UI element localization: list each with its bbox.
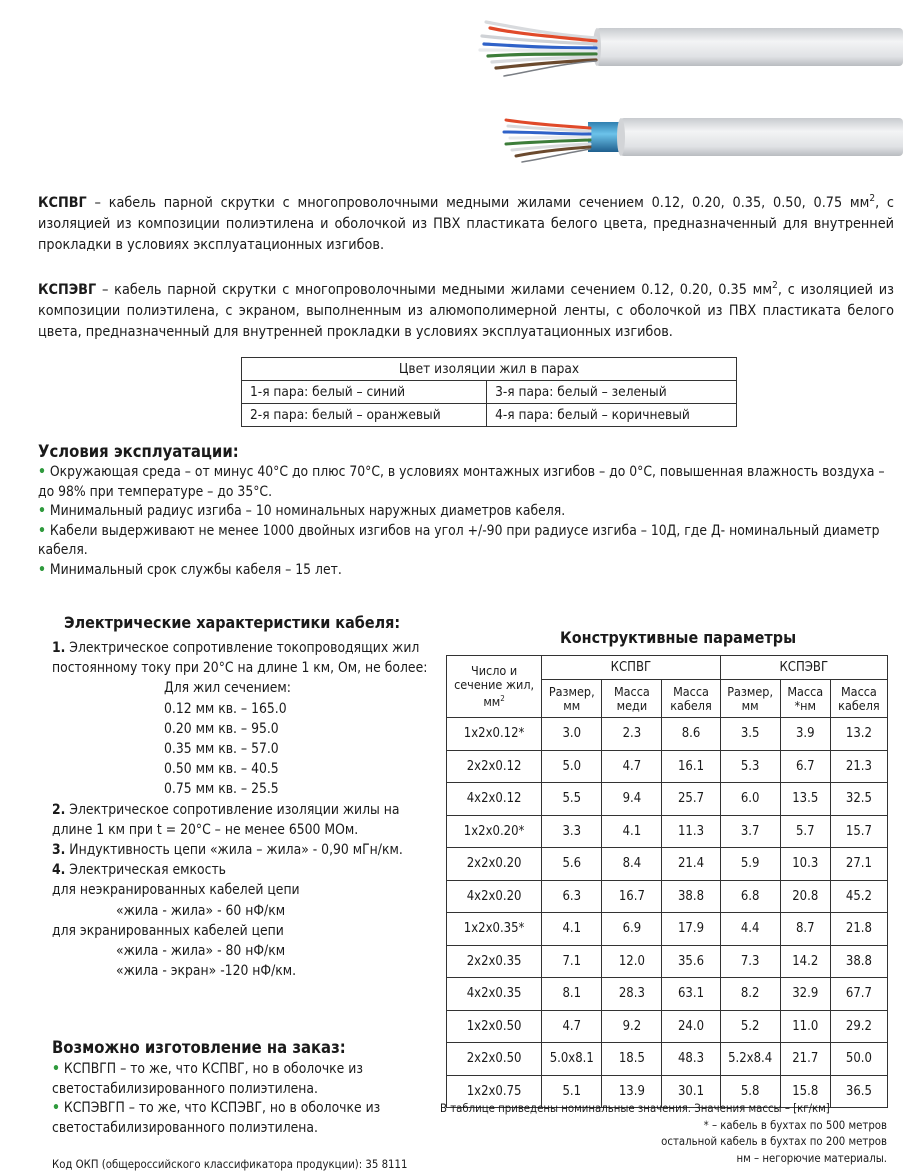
value-cell: 21.3	[830, 750, 887, 783]
table-row	[447, 880, 888, 913]
p2-text: Электрическое сопротивление изоляции жилы на длине 1 км при t = 20°С – не менее 6500 МОм.	[52, 801, 400, 838]
value-cell: 30.1	[662, 1075, 720, 1108]
value-cell: 5.8	[720, 1075, 780, 1108]
value-cell: 5.2	[720, 1010, 780, 1043]
kspevg-cable-image	[502, 104, 903, 178]
table-row	[447, 913, 888, 946]
value-cell: 29.2	[830, 1010, 887, 1043]
resistance-value: 0.20 мм кв. – 95.0	[164, 720, 279, 737]
color-table	[241, 357, 737, 427]
value-cell: 20.8	[780, 880, 830, 913]
kspvg-cable-image	[478, 14, 903, 94]
capacitance-line: для неэкранированных кабелей цепи	[52, 882, 300, 899]
value-cell: 9.4	[602, 783, 662, 816]
kspevg-name: КСПЭВГ	[38, 281, 97, 298]
value-cell: 67.7	[830, 978, 887, 1011]
note-line: нм – негорючие материалы.	[736, 1151, 887, 1165]
value-cell: 9.2	[602, 1010, 662, 1043]
resistance-value: 0.50 мм кв. – 40.5	[164, 761, 279, 778]
value-cell: 17.9	[662, 913, 720, 946]
value-cell: 13.2	[830, 718, 887, 751]
row-label-cell: 2x2x0.20	[447, 848, 542, 881]
electrical-p1	[52, 638, 437, 678]
table-row	[447, 815, 888, 848]
value-cell: 6.8	[720, 880, 780, 913]
params-notes	[440, 1101, 887, 1167]
value-cell: 35.6	[662, 945, 720, 978]
sub-header: Масса меди	[602, 680, 662, 718]
bullet-icon: •	[38, 464, 46, 480]
row-label-cell: 4x2x0.20	[447, 880, 542, 913]
value-cell: 4.7	[542, 1010, 602, 1043]
kspvg-text: – кабель парной скрутки с многопроволочными медными жилами сечением 0.12, 0.20, 0.35, 0.50, 0.75 мм	[86, 194, 870, 211]
value-cell: 8.2	[720, 978, 780, 1011]
value-cell: 28.3	[602, 978, 662, 1011]
resistance-subtitle: Для жил сечением:	[164, 680, 291, 697]
value-cell: 38.8	[662, 880, 720, 913]
sub-header: Масса кабеля	[662, 680, 720, 718]
value-cell: 11.0	[780, 1010, 830, 1043]
value-cell: 5.2x8.4	[720, 1043, 780, 1076]
value-cell: 8.6	[662, 718, 720, 751]
table-row	[447, 783, 888, 816]
conditions-title: Условия эксплуатации:	[38, 442, 239, 461]
value-cell: 27.1	[830, 848, 887, 881]
kspvg-description	[38, 188, 894, 256]
row-label-cell: 1x2x0.75	[447, 1075, 542, 1108]
value-cell: 6.9	[602, 913, 662, 946]
color-cell: 3-я пара: белый – зеленый	[487, 381, 737, 404]
value-cell: 8.1	[542, 978, 602, 1011]
value-cell: 11.3	[662, 815, 720, 848]
capacitance-line: «жила - экран» -120 нФ/км.	[116, 963, 297, 980]
value-cell: 4.7	[602, 750, 662, 783]
value-cell: 25.7	[662, 783, 720, 816]
value-cell: 13.9	[602, 1075, 662, 1108]
p4-number: 4.	[52, 862, 66, 879]
value-cell: 15.8	[780, 1075, 830, 1108]
table-row	[447, 848, 888, 881]
value-cell: 4.1	[602, 815, 662, 848]
value-cell: 8.7	[780, 913, 830, 946]
p2-number: 2.	[52, 801, 66, 818]
row-label-cell: 1x2x0.12*	[447, 718, 542, 751]
value-cell: 16.1	[662, 750, 720, 783]
table-row	[447, 945, 888, 978]
resistance-value: 0.35 мм кв. – 57.0	[164, 741, 279, 758]
params-table	[446, 655, 888, 1108]
value-cell: 48.3	[662, 1043, 720, 1076]
bullet-icon: •	[38, 561, 46, 578]
value-cell: 45.2	[830, 880, 887, 913]
color-cell: 2-я пара: белый – оранжевый	[242, 404, 487, 427]
kspevg-text: – кабель парной скрутки с многопроволочными медными жилами сечением 0.12, 0.20, 0.35 мм	[96, 281, 773, 298]
table-row	[447, 1010, 888, 1043]
electrical-p2	[52, 800, 437, 840]
kspvg-name: КСПВГ	[38, 194, 87, 211]
params-body	[447, 718, 888, 1108]
p3-number: 3.	[52, 842, 66, 859]
kspevg-sup: 2	[772, 280, 778, 291]
group-header-kspvg: КСПВГ	[542, 656, 720, 680]
value-cell: 21.4	[662, 848, 720, 881]
value-cell: 5.0x8.1	[542, 1043, 602, 1076]
value-cell: 13.5	[780, 783, 830, 816]
electrical-p4	[52, 860, 437, 880]
row-label-cell: 2x2x0.35	[447, 945, 542, 978]
electrical-title: Электрические характеристики кабеля:	[64, 613, 401, 632]
row-label-cell: 1x2x0.35*	[447, 913, 542, 946]
value-cell: 15.7	[830, 815, 887, 848]
row-label-cell: 1x2x0.20*	[447, 815, 542, 848]
value-cell: 5.1	[542, 1075, 602, 1108]
order-list	[52, 1060, 422, 1138]
value-cell: 3.3	[542, 815, 602, 848]
value-cell: 6.0	[720, 783, 780, 816]
capacitance-line: «жила - жила» - 80 нФ/км	[116, 943, 286, 960]
capacitance-line: «жила - жила» - 60 нФ/км	[116, 902, 286, 919]
order-title: Возможно изготовление на заказ:	[52, 1038, 346, 1057]
order-item-text: КСПЭВГП – то же, что КСПЭВГ, но в оболочке из светостабилизированного полиэтилена.	[52, 1100, 381, 1136]
p4-text: Электрическая емкость	[65, 862, 226, 879]
table-row	[447, 978, 888, 1011]
value-cell: 21.7	[780, 1043, 830, 1076]
value-cell: 5.6	[542, 848, 602, 881]
value-cell: 32.5	[830, 783, 887, 816]
resistance-value: 0.12 мм кв. – 165.0	[164, 700, 287, 717]
value-cell: 14.2	[780, 945, 830, 978]
table-row	[447, 718, 888, 751]
value-cell: 6.7	[780, 750, 830, 783]
value-cell: 38.8	[830, 945, 887, 978]
value-cell: 10.3	[780, 848, 830, 881]
conditions-item	[38, 463, 888, 502]
group-header-kspevg: КСПЭВГ	[720, 656, 887, 680]
col-first-sup: 2	[500, 693, 505, 703]
value-cell: 7.3	[720, 945, 780, 978]
resistance-value: 0.75 мм кв. – 25.5	[164, 781, 279, 798]
note-line: * – кабель в бухтах по 500 метров	[703, 1118, 887, 1132]
sub-header: Размер, мм	[542, 680, 602, 718]
value-cell: 8.4	[602, 848, 662, 881]
conditions-list	[38, 463, 888, 580]
row-label-cell: 4x2x0.12	[447, 783, 542, 816]
bullet-icon: •	[52, 1100, 60, 1116]
conditions-item-text: Кабели выдерживают не менее 1000 двойных изгибов на угол +/-90 при радиусе изгиба – 10Д, где Д- номинальный диаметр кабеля.	[38, 522, 880, 558]
value-cell: 21.8	[830, 913, 887, 946]
bullet-icon: •	[38, 503, 46, 519]
value-cell: 3.5	[720, 718, 780, 751]
value-cell: 5.0	[542, 750, 602, 783]
row-label-cell: 2x2x0.12	[447, 750, 542, 783]
value-cell: 7.1	[542, 945, 602, 978]
electrical-p3	[52, 840, 437, 860]
resistance-block	[52, 678, 437, 799]
okp-code: Код ОКП (общероссийского классификатора продукции): 35 8111	[52, 1158, 408, 1171]
row-label-cell: 4x2x0.35	[447, 978, 542, 1011]
value-cell: 63.1	[662, 978, 720, 1011]
p3-text: Индуктивность цепи «жила – жила» - 0,90 мГн/км.	[65, 842, 403, 859]
value-cell: 3.7	[720, 815, 780, 848]
conditions-item	[38, 522, 888, 561]
color-cell: 4-я пара: белый – коричневый	[487, 404, 737, 427]
value-cell: 12.0	[602, 945, 662, 978]
p1-number: 1.	[52, 640, 66, 656]
sub-header: Размер, мм	[720, 680, 780, 718]
value-cell: 6.3	[542, 880, 602, 913]
conditions-item	[38, 502, 888, 522]
bullet-icon: •	[52, 1061, 60, 1077]
order-item-text: КСПВГП – то же, что КСПВГ, но в оболочке из светостабилизированного полиэтилена.	[52, 1061, 363, 1097]
col-header-first	[447, 656, 542, 718]
order-item	[52, 1060, 422, 1099]
kspvg-sup: 2	[869, 193, 876, 204]
value-cell: 2.3	[602, 718, 662, 751]
electrical-block	[52, 638, 437, 981]
col-first-label: Число и сечение жил, мм	[454, 662, 535, 710]
value-cell: 4.4	[720, 913, 780, 946]
value-cell: 36.5	[830, 1075, 887, 1108]
value-cell: 50.0	[830, 1043, 887, 1076]
value-cell: 3.9	[780, 718, 830, 751]
params-title: Конструктивные параметры	[560, 628, 797, 647]
sub-header: Масса *нм	[780, 680, 830, 718]
table-row	[447, 750, 888, 783]
value-cell: 18.5	[602, 1043, 662, 1076]
value-cell: 4.1	[542, 913, 602, 946]
kspevg-text2: , с изоляцией из композиции полиэтилена, с экраном, выполненным из алюмополимерной ленты, с оболочкой из ПВХ пластиката белого цвета, предназначенный для внутренней прокладки в условиях эксплуатационных изгибов.	[38, 281, 894, 340]
kspevg-description	[38, 275, 894, 343]
color-cell: 1-я пара: белый – синий	[242, 381, 487, 404]
value-cell: 5.3	[720, 750, 780, 783]
value-cell: 5.7	[780, 815, 830, 848]
row-label-cell: 1x2x0.50	[447, 1010, 542, 1043]
conditions-item-text: Минимальный радиус изгиба – 10 номинальных наружных диаметров кабеля.	[45, 503, 566, 519]
conditions-item	[38, 561, 888, 581]
p1-text: Электрическое сопротивление токопроводящих жил постоянному току при 20°С на длине 1 км, Ом, не более:	[52, 640, 428, 677]
value-cell: 16.7	[602, 880, 662, 913]
value-cell: 32.9	[780, 978, 830, 1011]
bullet-icon: •	[38, 522, 46, 539]
color-table-header: Цвет изоляции жил в парах	[242, 358, 737, 381]
value-cell: 24.0	[662, 1010, 720, 1043]
value-cell: 3.0	[542, 718, 602, 751]
capacitance-line: для экранированных кабелей цепи	[52, 922, 284, 939]
table-row	[447, 1043, 888, 1076]
note-line: В таблице приведены номинальные значения. Значения массы – [кг/км]	[440, 1102, 830, 1115]
value-cell: 5.5	[542, 783, 602, 816]
kspvg-text2: , с изоляцией из композиции полиэтилена и оболочкой из ПВХ пластиката белого цвета, предназначенный для внутренней прокладки в условиях эксплуатационных изгибов.	[38, 194, 894, 253]
row-label-cell: 2x2x0.50	[447, 1043, 542, 1076]
note-line: остальной кабель в бухтах по 200 метров	[661, 1135, 887, 1148]
value-cell: 5.9	[720, 848, 780, 881]
conditions-item-text: Окружающая среда – от минус 40°С до плюс 70°С, в условиях монтажных изгибов – до 0°С, повышенная влажность воздуха – до 98% при температуре – до 35°С.	[38, 464, 885, 500]
order-item	[52, 1099, 422, 1138]
sub-header: Масса кабеля	[830, 680, 887, 718]
conditions-item-text: Минимальный срок службы кабеля – 15 лет.	[45, 561, 342, 578]
